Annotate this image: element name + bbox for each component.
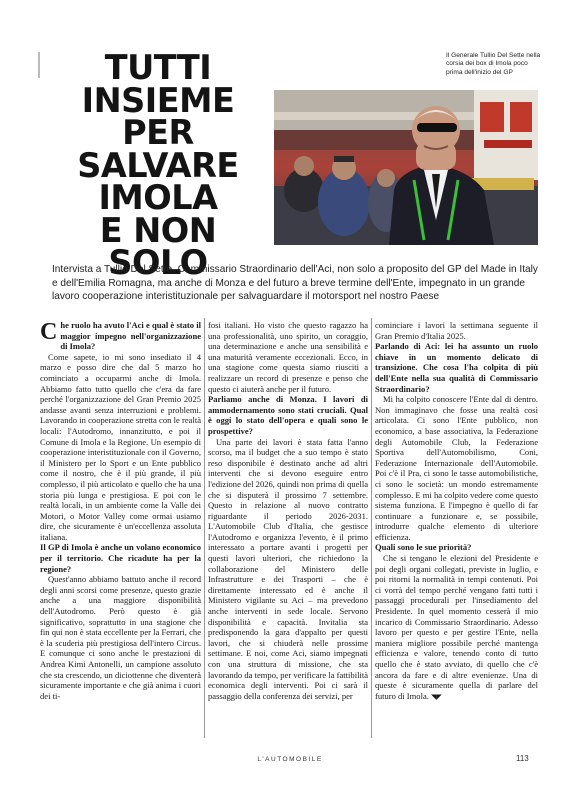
headline-line: INSIEME [81,80,235,120]
dropcap: C [40,319,58,345]
answer [375,553,538,702]
question: Parliamo anche di Monza. I lavori di ammodernamento sono stati cruciali. Qual è oggi lo stato dell'opera e quali sono le prospettive? [208,394,368,436]
headline-line: E NON SOLO [99,210,217,282]
text-column-3 [375,320,538,702]
answer: Quest'anno abbiamo battuto anche il record degli anni scorsi come presenze, questo grazie anche a una maggiore disponibilità dell'Autodromo. Però questo è già significativo, soprattutto in una stagione che fin qui non è stata eccellente per la Ferrari, che è la scuderia più prestigiosa dell'intero Circus. E comunque ci sono anche le prestazioni di Andrea Kimi Antonelli, un campione assoluto che sta crescendo, un diciottenne che diventerà sicuramente importante e che già anima i cuori dei ti- [40,574,201,701]
headline-line: TUTTI [104,48,212,87]
text-column-1 [40,320,201,701]
footer-magazine-name: L'AUTOMOBILE [257,756,323,763]
top-rule [38,52,40,78]
answer: fosi italiani. Ho visto che questo ragazzo ha una professionalità, uno spirito, un coraggio, una determinazione e anche una sensibilità e una maturità veramente eccezionali. Ecco, in una stagione come questa siamo riusciti a realizzare un record di presenze e penso che questo ci aiuterà anche per il futuro. [208,320,368,394]
question [40,320,201,352]
photo-tullio-del-sette [274,90,538,245]
answer: cominciare i lavori la settimana seguente il Gran Premio d'Italia 2025. [375,320,538,341]
headline [52,48,264,282]
answer: Una parte dei lavori è stata fatta l'anno scorso, ma il budget che a suo tempo è stato reso disponibile è destinato anche ad altri interventi che si devono eseguire entro l'edizione del 2026, quindi non prima di quella che si disputerà il prossimo 7 settembre. Questo in relazione al nuovo contratto riguardante il periodo 2026-2031. L'Automobile Club d'Italia, che gestisce l'Autodromo e organizza l'evento, è il primo interessato a portare avanti i progetti per questi lavori ulteriori, che richiedono la collaborazione del Ministero delle Infrastrutture e dei Trasporti – che è direttamente interessato ed è anche il Ministero vigilante su Aci – ma prevedono anche interventi in sede locale. Servono disponibilità e capacità. Invitalia sta predisponendo la gara d'appalto per questi lavori, che si chiuderà nelle prossime settimane. E noi, come Aci, siamo impegnati con una struttura di missione, che sta lavorando da tempo, per verificare la fattibilità economica degli interventi. Poi ci sarà il passaggio della conferenza dei servizi, per [208,436,368,701]
column-divider [371,318,372,738]
question: Parlando di Aci: lei ha assunto un ruolo chiave in un momento delicato di transizione. Che cosa l'ha colpita di più dell'Ente nella sua qualità di Commissario Straordinario? [375,341,538,394]
photo-illustration [274,90,538,245]
question: Il GP di Imola è anche un volano economico per il territorio. Che ricadute ha per la regione? [40,542,201,574]
end-mark-icon: ◥◤ [431,692,442,701]
text-column-2 [208,320,368,701]
column-divider [204,318,205,738]
article-deck: Intervista a Tullio Del Sette, Commissario Straordinario dell'Aci, non solo a proposito del GP del Made in Italy e dell'Emilia Romagna, ma anche di Monza e del futuro a breve termine dell'Ente, impegnato in un grande lavoro cooperazione interistituzionale per salvaguardare il motorsport nel nostro Paese [52,264,538,303]
headline-line: SALVARE [77,145,239,185]
page-number: 113 [516,754,529,763]
answer: Mi ha colpito conoscere l'Ente dal di dentro. Non immaginavo che fosse una realtà così articolata. Ci sono l'Ente pubblico, non economico, a base associativa, la Federazione degli Automobile Club, la Federazione Sportiva dell'Automobilismo, Coni, Federazione Internazionale dell'Automobile. Poi c'è il Pra, ci sono le tasse automobilistiche, ci sono le società: un mondo estremamente complesso. E mi ha colpito vedere come questo sistema funziona. E l'impegno è quello di far continuare a funzionare e, se possibile, introdurre qualche elemento di ulteriore efficienza. [375,394,538,542]
photo-caption: Il Generale Tullio Del Sette nella corsia dei box di Imola poco prima dell'inizio del GP [446,52,541,76]
headline-line: IMOLA [98,178,218,217]
question: Quali sono le sue priorità? [375,542,472,553]
answer: Come sapete, io mi sono insediato il 4 marzo e posso dire che dal 5 marzo ho cominciato a occuparmi anche di Imola. Abbiamo fatto tutto quello che c'era da fare perché l'organizzazione del Gran Premio 2025 andasse avanti senza interruzioni e problemi. Lavorando in cooperazione stretta con le realtà locali: l'Autodromo, innanzitutto, e poi il Comune di Imola e la Regione. Un esempio di cooperazione interistituzionale con il Governo, il Ministero per lo Sport e un Ente pubblico come il nostro, che è il più grande, il più complesso, il più articolato e quello che ha una storia più lunga e prestigiosa. E poi con le realtà locali, in un ambiente come la Valle dei Motori, o Motor Valley come ormai usiamo dire, che sicuramente è un'eccellenza assoluta italiana. [40,351,201,542]
question-text: he ruolo ha avuto l'Aci e qual è stato il maggior impegno nell'organizzazione di Imola? [60,320,201,352]
headline-line: PER [122,113,194,152]
answer-text: Che si tengano le elezioni del Presidente e poi degli organi collegati, previste in luglio, e poi ritorni la normalità in tempi contenuti. Poi ci vorrà del tempo perché vengano fatti tutti i passaggi procedurali per l'insediamento del Presidente. In quel momento cesserà il mio incarico di Commissario Straordinario. Adesso lavoro per questo e per gestire l'Ente, nella maniera migliore possibile perché mantenga efficienza e valore, tenendo conto di tutto quello che è stato avviato, di quello che c'è ancora da fare e di altre evenienze. Una di queste è sicuramente quella di parlare del futuro di Imola. [375,553,538,701]
